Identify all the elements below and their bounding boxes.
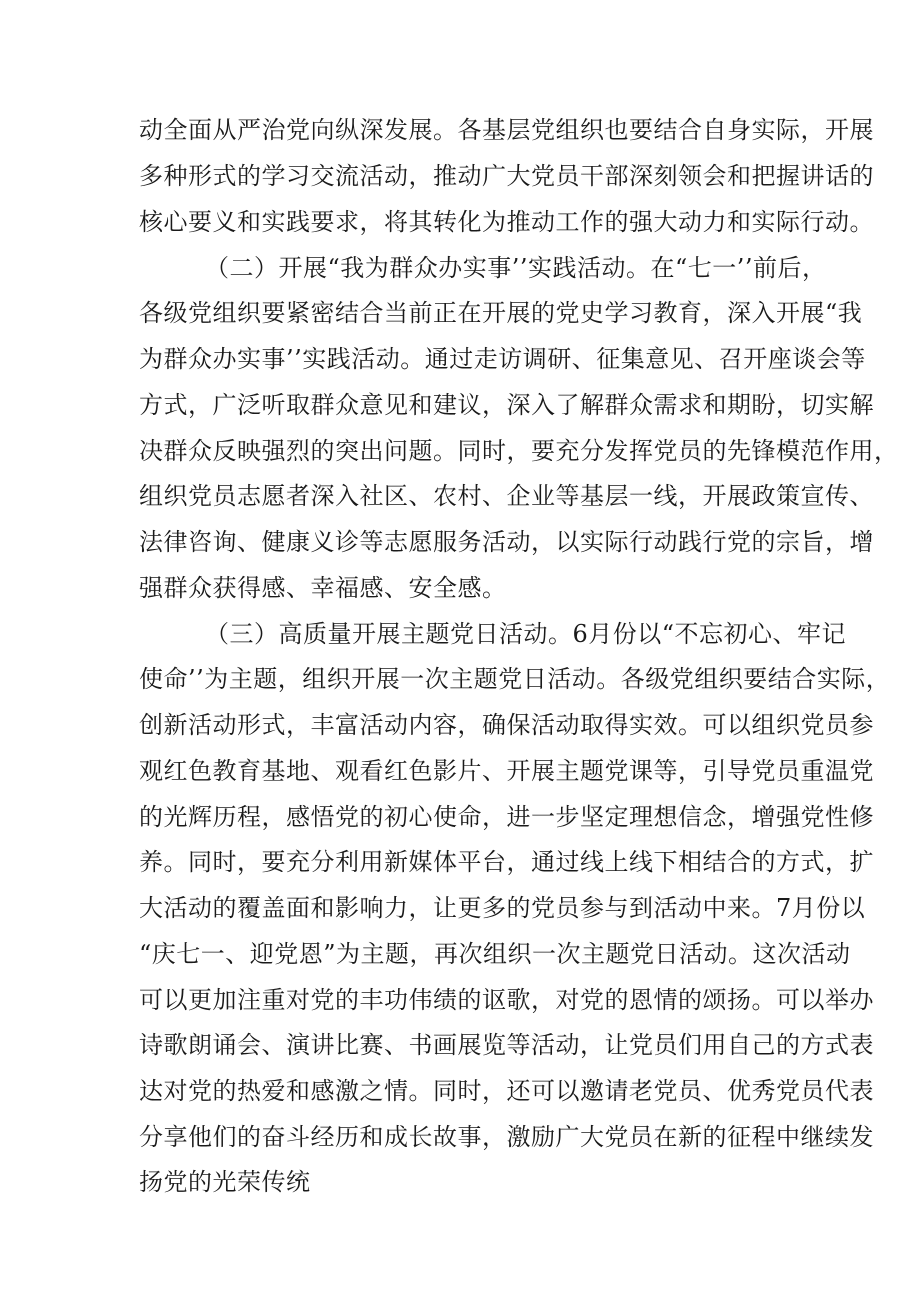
paragraph-3-line-10: 诗歌朗诵会、演讲比赛、书画展览等活动，让党员们用自己的方式表 [139,1031,874,1059]
paragraph-2-line-3: 为群众办实事’’实践活动。通过走访调研、征集意见、召开座谈会等 [139,345,866,373]
paragraph-2-line-2: 各级党组织要紧密结合当前正在开展的党史学习教育，深入开展“我 [139,299,863,327]
paragraph-3-line-8: “庆七一、迎党恩”为主题，再次组织一次主题党日活动。这次活动 [139,940,851,968]
paragraph-3-line-2: 使命’’为主题，组织开展一次主题党日活动。各级党组织要结合实际， [139,665,891,693]
paragraph-1-line-3: 核心要义和实践要求，将其转化为推动工作的强大动力和实际行动。 [139,208,874,236]
paragraph-1-line-1: 动全面从严治党向纵深发展。各基层党组织也要结合自身实际，开展 [139,116,874,144]
paragraph-3-line-12: 分享他们的奋斗经历和成长故事，激励广大党员在新的征程中继续发 [139,1123,874,1151]
paragraph-3-line-11: 达对党的热爱和感激之情。同时，还可以邀请老党员、优秀党员代表 [139,1077,874,1105]
paragraph-2-line-5: 决群众反映强烈的突出问题。同时，要充分发挥党员的先锋模范作用， [139,437,899,465]
paragraph-3-line-1: （三）高质量开展主题党日活动。6月份以“不忘初心、牢记 [205,620,847,648]
paragraph-3-line-3: 创新活动形式，丰富活动内容，确保活动取得实效。可以组织党员参 [139,711,874,739]
paragraph-1-line-2: 多种形式的学习交流活动，推动广大党员干部深刻领会和把握讲话的 [139,162,874,190]
paragraph-2-line-6: 组织党员志愿者深入社区、农村、企业等基层一线，开展政策宣传、 [139,482,874,510]
paragraph-2-line-1: （二）开展“我为群众办实事’’实践活动。在“七一’’前后， [205,254,827,282]
paragraph-2-line-8: 强群众获得感、幸福感、安全感。 [139,574,507,602]
paragraph-3-line-4: 观红色教育基地、观看红色影片、开展主题党课等，引导党员重温党 [139,757,874,785]
paragraph-2-line-4: 方式，广泛听取群众意见和建议，深入了解群众需求和期盼，切实解 [139,391,874,419]
paragraph-3-line-7: 大活动的覆盖面和影响力，让更多的党员参与到活动中来。7月份以 [139,894,866,922]
paragraph-2-line-7: 法律咨询、健康义诊等志愿服务活动，以实际行动践行党的宗旨，增 [139,528,874,556]
paragraph-3-line-6: 养。同时，要充分利用新媒体平台，通过线上线下相结合的方式，扩 [139,848,874,876]
paragraph-3-line-13: 扬党的光荣传统 [139,1168,311,1196]
paragraph-3-line-5: 的光辉历程，感悟党的初心使命，进一步坚定理想信念，增强党性修 [139,803,874,831]
paragraph-3-line-9: 可以更加注重对党的丰功伟绩的讴歌，对党的恩情的颂扬。可以举办 [139,986,874,1014]
